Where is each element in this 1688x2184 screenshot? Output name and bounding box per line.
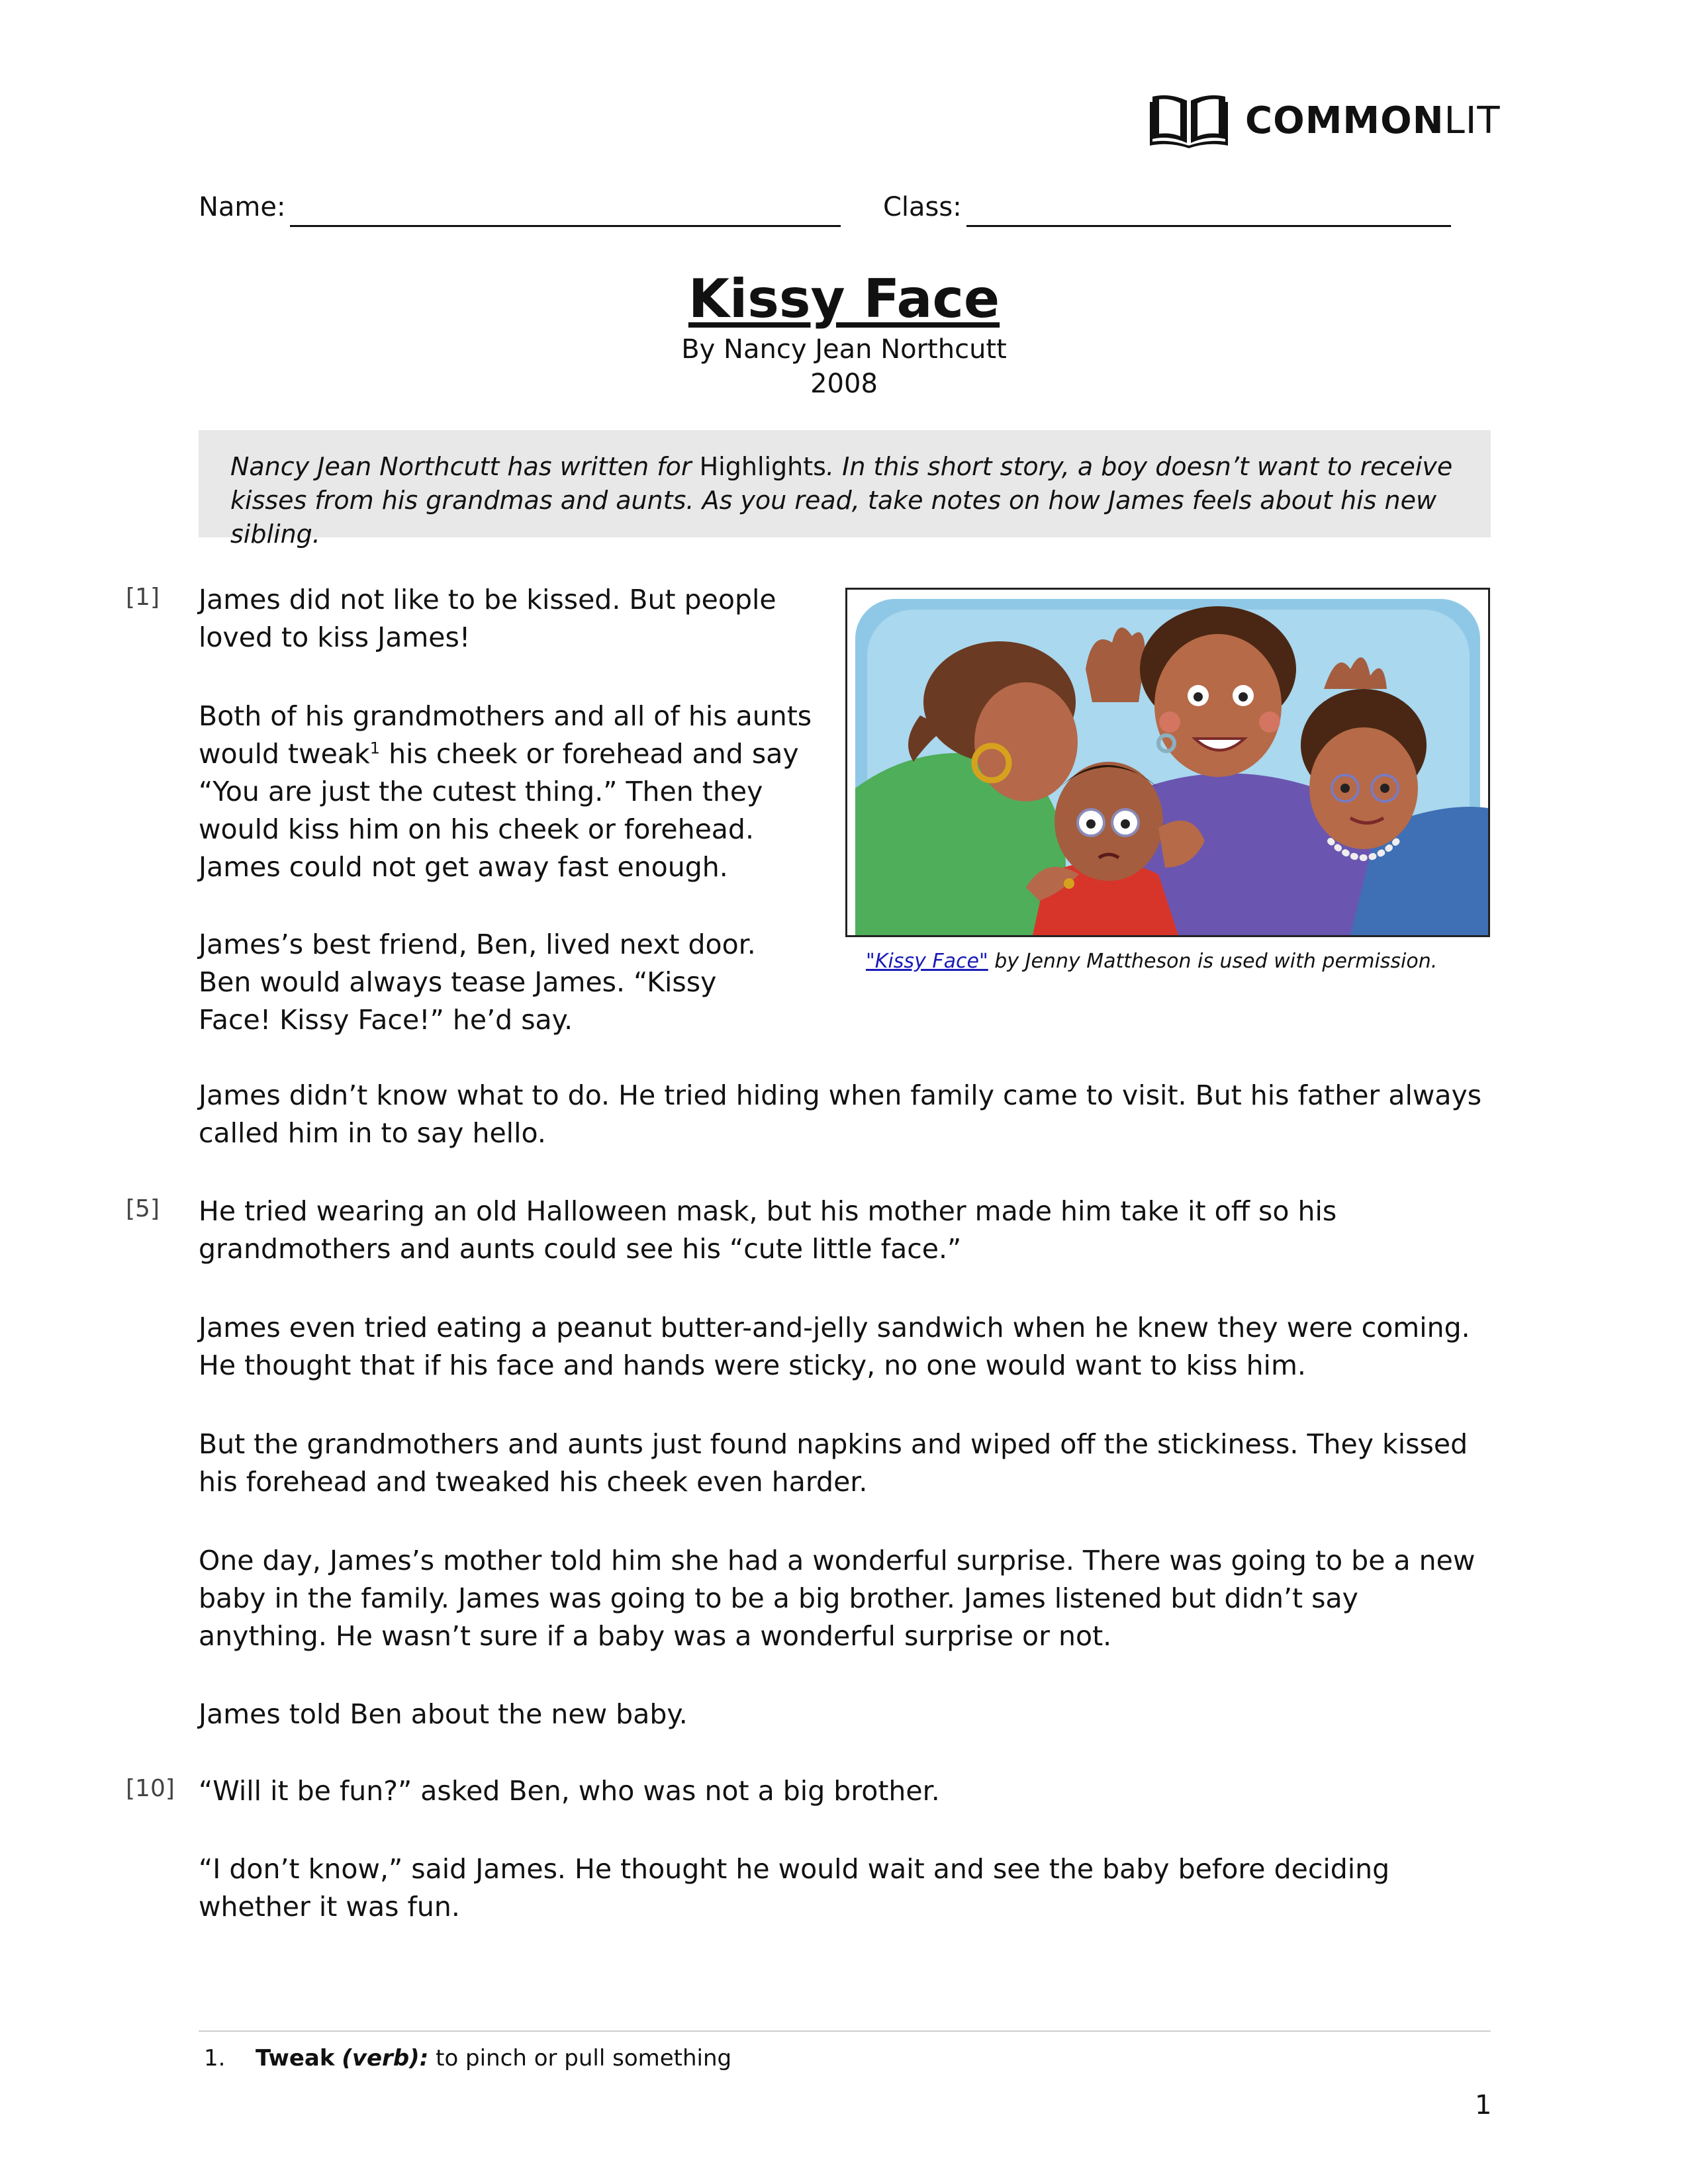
caption-link[interactable]: "Kissy Face" [866,950,988,973]
paragraph-number-5: [5] [126,1195,160,1222]
class-label: Class: [883,192,962,222]
paragraph-1: James did not like to be kissed. But people loved to kiss James! [199,584,776,653]
paragraph-7: But the grandmothers and aunts just found napkins and wiped off the stickiness. They kissed his forehead and tweaked his cheek even harder. [199,1428,1468,1498]
name-line[interactable] [290,225,841,227]
intro-text-2: . In this short story, a boy doesn’t want to receive kisses from his grandmas and aunts. As you read, take notes on how James feels about his new sibling. [230,452,1453,549]
footnote-ref-1[interactable]: 1 [369,739,381,758]
intro-publication: Highlights [699,452,826,481]
paragraph-6: James even tried eating a peanut butter-and-jelly sandwich when he knew they were coming. He thought that if his face and hands were sticky, no one would want to kiss him. [199,1312,1470,1381]
footnote-1 [204,2045,731,2071]
paragraph-3: James’s best friend, Ben, lived next door. Ben would always tease James. “Kissy Face! Kissy Face!” he’d say. [199,929,756,1036]
story-illustration [845,588,1490,937]
paragraph-number-1: [1] [126,584,160,611]
author-byline: By Nancy Jean Northcutt [681,334,1007,365]
class-line[interactable] [966,225,1451,227]
story-title: Kissy Face [688,268,1000,330]
open-book-icon [1150,93,1228,148]
page-number: 1 [1475,2090,1492,2120]
paragraph-8: One day, James’s mother told him she had a wonderful surprise. There was going to be a new baby in the family. James was going to be a big brother. James listened but didn’t say anything. He wasn’t sure if a baby was a wonderful surprise or not. [199,1545,1476,1652]
paragraph-9: James told Ben about the new baby. [199,1698,688,1730]
figure-caption: "Kissy Face" by Jenny Mattheson is used with permission. [866,950,1438,973]
paragraph-4: James didn’t know what to do. He tried hiding when family came to visit. But his father always called him in to say hello. [199,1079,1482,1149]
commonlit-logo [1150,91,1501,150]
footnote-definition: to pinch or pull something [428,2045,732,2071]
footnote-term: Tweak [256,2045,335,2071]
name-label: Name: [199,192,286,222]
footnote-divider [199,2030,1491,2032]
intro-text-1: Nancy Jean Northcutt has written for [230,452,700,481]
logo-wordmark: COMMONLIT [1245,99,1501,142]
footnote-pos: (verb): [342,2045,429,2071]
paragraph-10: “Will it be fun?” asked Ben, who was not a big brother. [199,1775,940,1807]
paragraph-2: Both of his grandmothers and all of his aunts would tweak$^1$ his cheek or forehead and say “You are just the cutest thing.” Then they would kiss him on his cheek or forehead. James could not get away fast enough. [199,700,812,883]
intro-box [199,430,1491,549]
footnote-number: 1. [204,2045,226,2071]
paragraph-11: “I don’t know,” said James. He thought he would wait and see the baby before deciding whether it was fun. [199,1853,1390,1923]
paragraph-5: He tried wearing an old Halloween mask, but his mother made him take it off so his grandmothers and aunts could see his “cute little face.” [199,1195,1337,1265]
paragraph-number-10: [10] [126,1775,175,1802]
publication-year: 2008 [810,369,878,399]
